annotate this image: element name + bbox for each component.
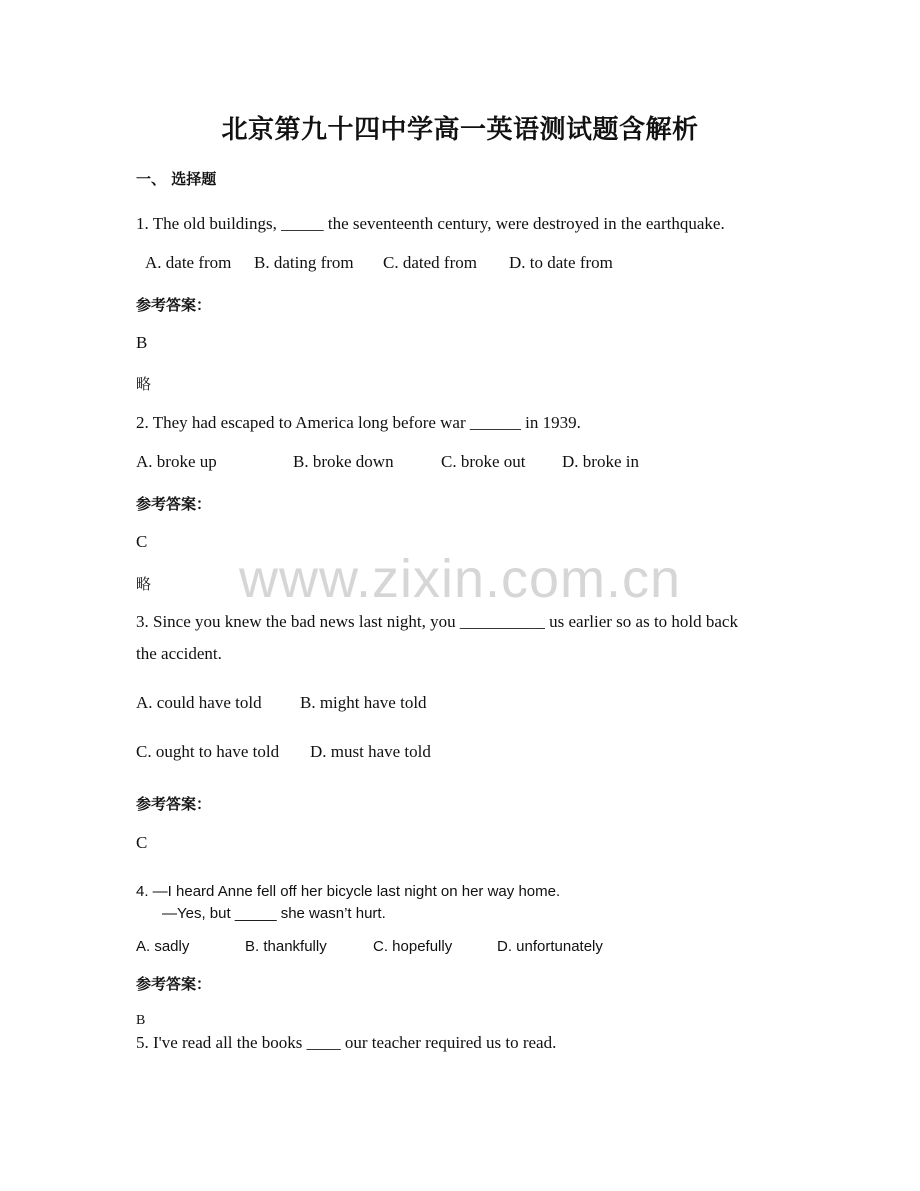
q3-stem-line1: 3. Since you knew the bad news last night, you __________ us earlier so as to hold back <box>136 612 738 631</box>
q2-answer-label: 参考答案： <box>136 495 212 513</box>
q4-option-a: A. sadly <box>136 938 190 955</box>
q2-answer: C <box>136 532 148 551</box>
q3-answer: C <box>136 833 148 852</box>
q2-option-b: B. broke down <box>293 452 394 471</box>
q3-option-b: B. might have told <box>300 693 427 712</box>
q5-stem: 5. I've read all the books ____ our teacher required us to read. <box>136 1033 557 1052</box>
q1-option-b: B. dating from <box>254 253 354 272</box>
q3-answer-label: 参考答案： <box>136 795 212 813</box>
page-title: 北京第九十四中学高一英语测试题含解析 <box>221 115 699 145</box>
q1-answer: B <box>136 333 148 352</box>
q4-stem-line1: 4. —I heard Anne fell off her bicycle last night on her way home. <box>136 883 561 900</box>
q1-option-a: A. date from <box>145 253 232 272</box>
q3-option-d: D. must have told <box>310 742 431 761</box>
q2-stem: 2. They had escaped to America long before war ______ in 1939. <box>136 413 581 432</box>
q2-option-d: D. broke in <box>562 452 639 471</box>
q1-answer-label: 参考答案： <box>136 296 212 314</box>
q4-option-d: D. unfortunately <box>497 938 603 955</box>
q2-option-c: C. broke out <box>441 452 526 471</box>
q2-option-a: A. broke up <box>136 452 217 471</box>
q1-option-d: D. to date from <box>509 253 613 272</box>
section-heading: 一、 选择题 <box>136 170 217 188</box>
q1-stem: 1. The old buildings, _____ the seventeenth century, were destroyed in the earthquake. <box>136 214 725 233</box>
q2-note: 略 <box>136 576 152 593</box>
q3-option-c: C. ought to have told <box>136 742 280 761</box>
q1-note: 略 <box>136 376 152 393</box>
q1-option-c: C. dated from <box>383 253 477 272</box>
q4-option-b: B. thankfully <box>245 938 327 955</box>
q4-answer: B <box>136 1013 146 1028</box>
q3-stem-line2: the accident. <box>136 644 222 663</box>
q4-answer-label: 参考答案： <box>136 975 212 993</box>
q4-stem-line2: —Yes, but _____ she wasn’t hurt. <box>162 905 386 922</box>
q4-option-c: C. hopefully <box>373 938 453 955</box>
watermark: www.zixin.com.cn <box>238 549 682 609</box>
q3-option-a: A. could have told <box>136 693 262 712</box>
